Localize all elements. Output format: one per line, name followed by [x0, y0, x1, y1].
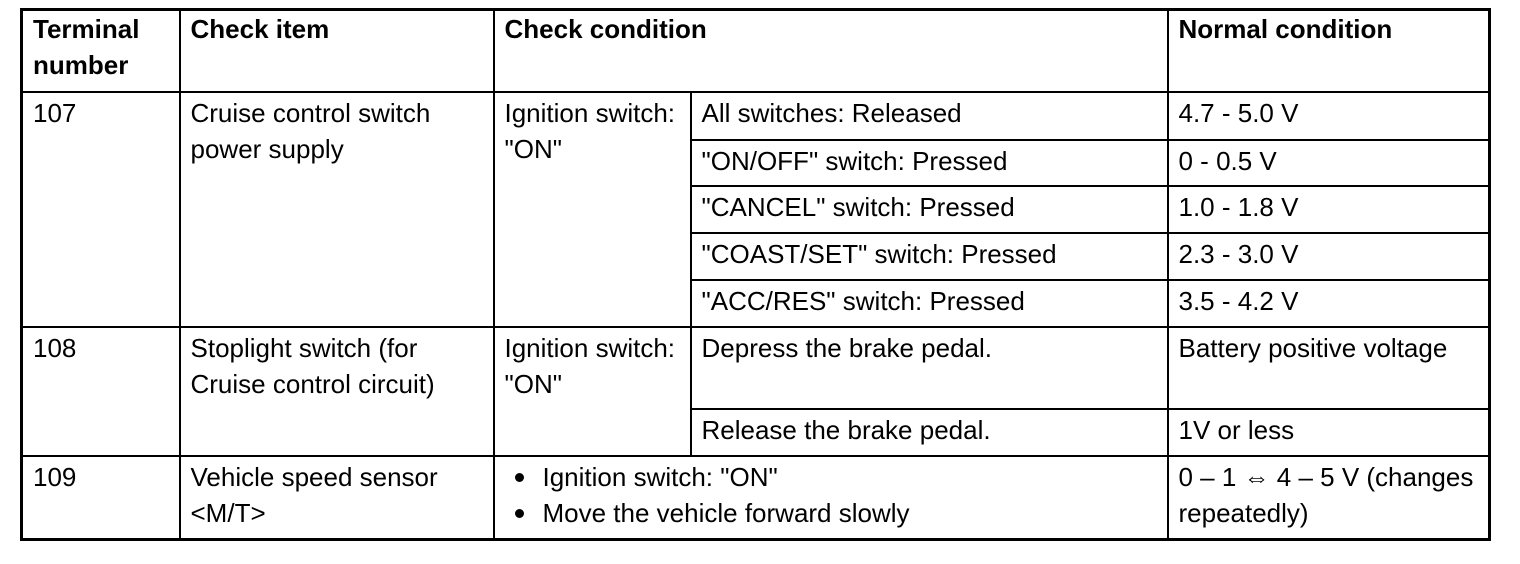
condition-bullet-list — [505, 459, 1159, 531]
normal-condition-cell: 2.3 - 3.0 V — [1168, 233, 1490, 280]
ignition-condition-cell: Ignition switch: "ON" — [494, 327, 691, 456]
normal-condition-cell: 1.0 - 1.8 V — [1168, 186, 1490, 233]
normal-condition-cell: 4.7 - 5.0 V — [1168, 92, 1490, 140]
table-row — [22, 327, 1490, 409]
terminal-number-cell: 107 — [22, 92, 180, 327]
list-item: Ignition switch: "ON" — [505, 459, 1159, 495]
check-item-cell: Vehicle speed sensor <M/T> — [180, 456, 494, 540]
normal-condition-cell: 1V or less — [1168, 409, 1490, 456]
normal-condition-cell: 0 – 1 ⇔ 4 – 5 V (changes repeatedly) — [1168, 456, 1490, 540]
normal-condition-cell: 3.5 - 4.2 V — [1168, 280, 1490, 327]
check-item-cell: Stoplight switch (for Cruise control circuit) — [180, 327, 494, 456]
ignition-condition-cell: Ignition switch: "ON" — [494, 92, 691, 327]
header-normal-condition: Normal condition — [1168, 10, 1490, 92]
header-row — [22, 10, 1490, 92]
terminal-number-cell: 109 — [22, 456, 180, 540]
sub-condition-cell: Release the brake pedal. — [691, 409, 1168, 456]
sub-condition-cell: Depress the brake pedal. — [691, 327, 1168, 409]
normal-condition-cell: 0 - 0.5 V — [1168, 140, 1490, 186]
normal-condition-cell: Battery positive voltage — [1168, 327, 1490, 409]
table-row — [22, 92, 1490, 140]
check-item-cell: Cruise control switch power supply — [180, 92, 494, 327]
sub-condition-cell: "CANCEL" switch: Pressed — [691, 186, 1168, 233]
header-check-condition: Check condition — [494, 10, 1168, 92]
sub-condition-cell: All switches: Released — [691, 92, 1168, 140]
terminal-number-cell: 108 — [22, 327, 180, 456]
header-check-item: Check item — [180, 10, 494, 92]
sub-condition-cell: "ON/OFF" switch: Pressed — [691, 140, 1168, 186]
list-item: Move the vehicle forward slowly — [505, 495, 1159, 531]
table-row — [22, 456, 1490, 540]
bullet-condition-cell — [494, 456, 1168, 540]
header-terminal-number: Terminal number — [22, 10, 180, 92]
sub-condition-cell: "COAST/SET" switch: Pressed — [691, 233, 1168, 280]
terminal-check-table — [20, 8, 1491, 541]
sub-condition-cell: "ACC/RES" switch: Pressed — [691, 280, 1168, 327]
